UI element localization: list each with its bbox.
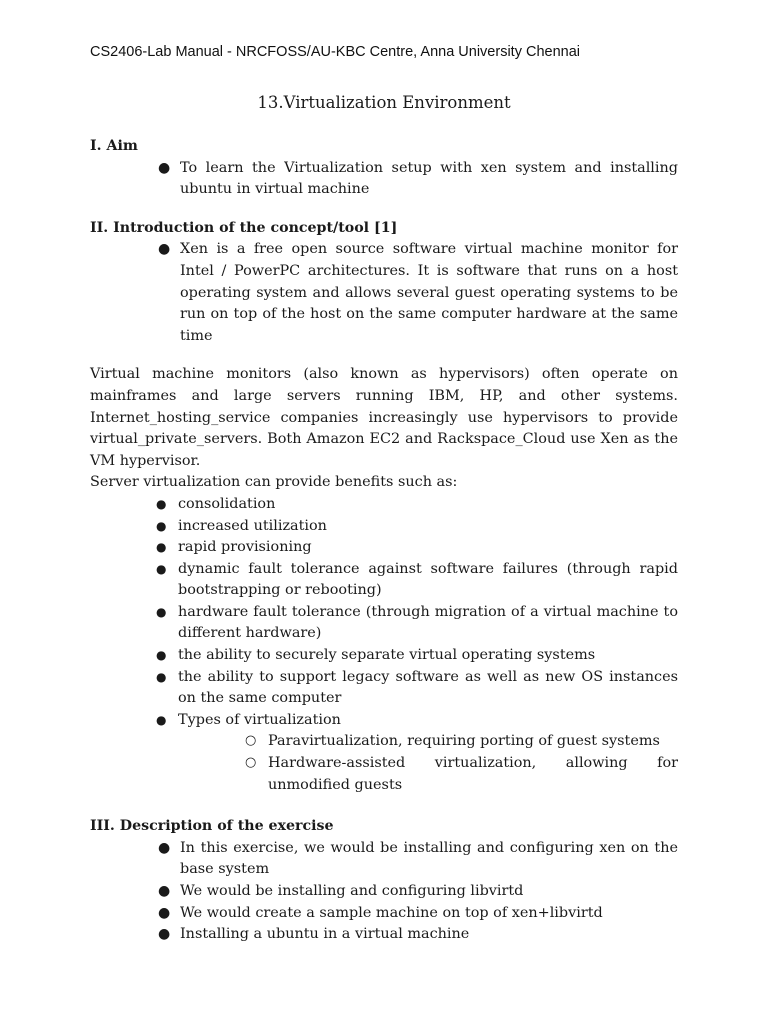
list-item: ● hardware fault tolerance (through migration of a virtual machine to different hardware)	[156, 603, 678, 642]
list-item: ● the ability to securely separate virtual operating systems	[90, 645, 678, 667]
exercise-list	[90, 838, 678, 946]
benefits-list	[90, 494, 678, 732]
list-item: ● the ability to support legacy software as well as new OS instances on the same computer	[156, 668, 678, 707]
bullet-icon: ●	[156, 561, 167, 576]
types-list	[90, 731, 678, 796]
list-item: ● Xen is a free open source software virtual machine monitor for Intel / PowerPC architectures. It is software that runs on a host operating system and allows several guest operating systems to be run on top of the host on the same computer hardware at the same time	[158, 241, 678, 344]
document-body	[90, 136, 678, 946]
hollow-bullet-icon: ○	[245, 733, 257, 749]
list-item: ● We would be installing and configuring libvirtd	[90, 881, 678, 903]
bullet-icon: ●	[156, 518, 167, 533]
bullet-icon: ●	[156, 669, 167, 684]
list-item: ○ Hardware-assisted virtualization, allowing for unmodified guests	[90, 753, 678, 796]
list-item: ● To learn the Virtualization setup with xen system and installing ubuntu in virtual machine	[158, 159, 678, 198]
bullet-icon: ●	[158, 926, 171, 943]
hollow-bullet-icon: ○	[245, 755, 257, 771]
list-item: ● In this exercise, we would be installing and configuring xen on the base system	[158, 839, 678, 878]
bullet-icon: ●	[156, 712, 167, 727]
aim-heading: I. Aim	[90, 138, 138, 154]
intro-heading: II. Introduction of the concept/tool [1]	[90, 219, 398, 236]
benefits-intro: Server virtualization can provide benefits such as:	[90, 474, 458, 491]
bullet-icon: ●	[158, 883, 171, 899]
list-item: ● increased utilization	[90, 516, 678, 538]
list-item: ● rapid provisioning	[90, 537, 678, 559]
aim-list	[90, 158, 678, 201]
bullet-icon: ●	[158, 839, 171, 856]
bullet-icon: ●	[158, 904, 171, 921]
bullet-icon: ●	[156, 496, 167, 511]
bullet-icon: ●	[158, 241, 171, 258]
bullet-icon: ●	[156, 540, 167, 555]
page-header: CS2406-Lab Manual - NRCFOSS/AU-KBC Centre, Anna University Chennai	[90, 44, 580, 60]
list-item: ● Types of virtualization	[90, 710, 678, 732]
page-title: 13.Virtualization Environment	[257, 93, 511, 112]
list-item: ○ Paravirtualization, requiring porting of guest systems	[90, 731, 678, 753]
list-item: ● Installing a ubuntu in a virtual machine	[90, 924, 678, 946]
list-item: ● dynamic fault tolerance against software failures (through rapid bootstrapping or rebooting)	[156, 560, 678, 599]
bullet-icon: ●	[156, 648, 167, 663]
list-item: ● consolidation	[90, 494, 678, 516]
bullet-icon: ●	[158, 159, 171, 176]
list-item: ● We would create a sample machine on top of xen+libvirtd	[90, 903, 678, 925]
intro-paragraph: Virtual machine monitors (also known as hypervisors) often operate on mainframes and large servers running IBM, HP, and other systems. Internet_hosting_service companies increasingly use hypervisors to provide virtual_private_servers. Both Amazon EC2 and Rackspace_Cloud use Xen as the VM hypervisor.	[90, 366, 678, 469]
bullet-icon: ●	[156, 604, 167, 619]
exercise-heading: III. Description of the exercise	[90, 818, 334, 835]
intro-list	[90, 239, 678, 347]
